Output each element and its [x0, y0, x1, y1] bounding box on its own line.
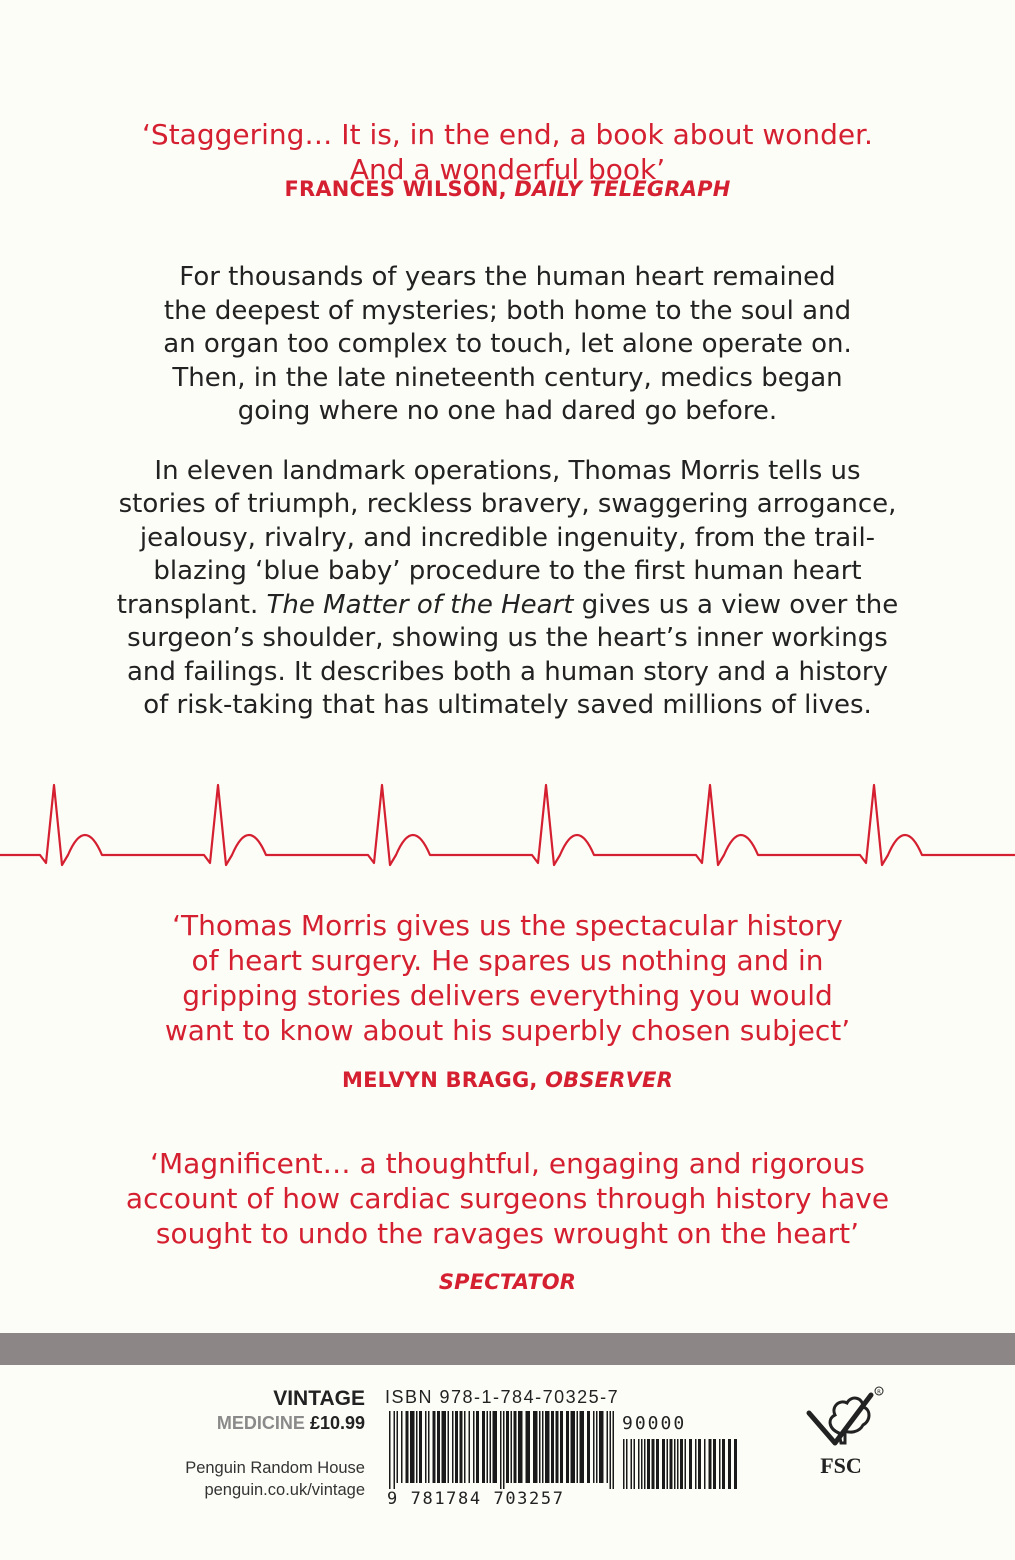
barcode-bar: [644, 1439, 646, 1489]
isbn-label: ISBN 978-1-784-70325-7: [385, 1387, 620, 1407]
barcode-bar: [560, 1411, 563, 1483]
barcode-digits: 9 781784 703257: [387, 1489, 565, 1509]
fsc-label: FSC: [820, 1453, 862, 1478]
barcode-bar: [469, 1411, 471, 1483]
barcode-addon-digits: 90000: [622, 1413, 687, 1434]
blurb-p1-line-5: going where no one had dared go before.: [237, 396, 778, 426]
quote-2-author: MELVYN BRAGG,: [342, 1068, 538, 1092]
barcode-bar: [542, 1411, 544, 1483]
barcode-main-bars: [389, 1411, 614, 1489]
barcode-bar: [638, 1439, 640, 1489]
category-price: [217, 1413, 365, 1434]
barcode-bar: [394, 1411, 396, 1489]
barcode-bar: [713, 1439, 716, 1489]
barcode-bar: [580, 1411, 585, 1483]
barcode-bar: [698, 1439, 701, 1489]
barcode-bar: [734, 1439, 737, 1489]
barcode-bar: [631, 1439, 633, 1489]
quote-2: [0, 908, 1015, 1048]
barcode-bar: [695, 1439, 697, 1489]
barcode-bar: [587, 1411, 590, 1483]
barcode-bar: [623, 1439, 625, 1489]
barcode-bar: [641, 1439, 643, 1489]
barcode-bar: [428, 1411, 430, 1483]
barcode-bar: [514, 1411, 517, 1483]
quote-3-attribution: [0, 1270, 1015, 1294]
blurb-p2-line-8: of risk-taking that has ultimately saved millions of lives.: [143, 690, 872, 720]
blurb-paragraph-1: [60, 261, 955, 429]
blurb-p1-line-3: an organ too complex to touch, let alone operate on.: [163, 329, 852, 359]
book-title: The Matter of the Heart: [266, 589, 574, 620]
barcode-bar: [610, 1411, 612, 1489]
barcode-bar: [689, 1439, 692, 1489]
barcode-bar: [397, 1411, 399, 1483]
fsc-tree-check-icon: [795, 1385, 887, 1455]
blurb-p2-line-3: jealousy, rivalry, and incredible ingenuity, from the trail-: [139, 522, 876, 553]
barcode-bar: [464, 1411, 466, 1483]
barcode-bar: [662, 1439, 665, 1489]
barcode-bar: [410, 1411, 415, 1483]
barcode-bar: [685, 1439, 687, 1489]
quote-3-line-3: sought to undo the ravages wrought on the heart’: [155, 1217, 860, 1250]
barcode-bar: [487, 1411, 489, 1483]
barcode-bar: [593, 1411, 595, 1483]
blurb-paragraph-2: [60, 455, 955, 723]
barcode-bar: [626, 1439, 628, 1489]
imprint-name: VINTAGE: [273, 1387, 365, 1410]
category: MEDICINE: [216, 1413, 305, 1433]
svg-text:R: R: [877, 1389, 881, 1396]
barcode-bar: [511, 1411, 513, 1483]
publisher-house: Penguin Random House: [185, 1459, 365, 1477]
barcode-bar: [455, 1411, 458, 1483]
quote-3-line-1: ‘Magnificent… a thoughtful, engaging and rigorous: [150, 1147, 865, 1180]
barcode-bar: [613, 1411, 615, 1489]
barcode-bar: [677, 1439, 679, 1489]
ecg-trace: [0, 785, 1015, 865]
publisher-url: penguin.co.uk/vintage: [204, 1481, 365, 1499]
barcode-bar: [476, 1411, 479, 1483]
barcode-bar: [670, 1439, 673, 1489]
barcode-bar: [722, 1439, 725, 1489]
barcode-bar: [503, 1411, 505, 1489]
barcode-bar: [674, 1439, 676, 1489]
blurb-p2-line-6: surgeon’s shoulder, showing us the heart’s inner workings: [127, 623, 888, 653]
barcode-bar: [634, 1439, 636, 1489]
barcode-bar: [551, 1411, 554, 1483]
barcode-bar: [647, 1439, 650, 1489]
barcode-bar: [680, 1439, 683, 1489]
barcode-bar: [556, 1411, 559, 1483]
blurb-p1-line-2: the deepest of mysteries; both home to the soul and: [163, 295, 852, 326]
barcode-bar: [416, 1411, 418, 1483]
blurb-p2-line-5-post: gives us a view over the: [581, 589, 899, 620]
barcode-bar: [533, 1411, 538, 1483]
barcode-bar: [599, 1411, 604, 1483]
barcode-bar: [460, 1411, 463, 1483]
barcode-bar: [452, 1411, 454, 1483]
barcode-bar: [539, 1411, 541, 1483]
barcode-bar: [571, 1411, 576, 1483]
barcode-bar: [442, 1411, 447, 1483]
barcode-bar: [596, 1411, 598, 1483]
price: £10.99: [309, 1413, 365, 1433]
barcode-bar: [518, 1411, 523, 1483]
blurb: [60, 261, 955, 723]
barcode-bar: [526, 1411, 531, 1483]
barcode-bar: [500, 1411, 502, 1489]
barcode-bar: [437, 1411, 440, 1483]
quote-2-attribution: [0, 1068, 1015, 1092]
quote-1-attribution: [0, 177, 1015, 201]
quote-2-line-4: want to know about his superbly chosen subject’: [164, 1014, 851, 1047]
quote-2-line-2: of heart surgery. He spares us nothing and in: [191, 944, 824, 977]
blurb-p2-line-5-pre: transplant.: [116, 589, 259, 620]
barcode-bar: [577, 1411, 579, 1483]
barcode-bar: [389, 1411, 391, 1489]
blurb-p2-line-1: In eleven landmark operations, Thomas Morris tells us: [154, 455, 861, 486]
barcode-bar: [493, 1411, 498, 1483]
barcode-bar: [545, 1411, 550, 1483]
blurb-p2-line-2: stories of triumph, reckless bravery, swaggering arrogance,: [118, 489, 897, 519]
quote-2-line-3: gripping stories delivers everything you would: [182, 979, 833, 1012]
quote-1-source: DAILY TELEGRAPH: [514, 177, 731, 201]
publisher-info: [185, 1457, 365, 1501]
blurb-p1-line-1: For thousands of years the human heart remained: [179, 262, 836, 292]
barcode-bar: [607, 1411, 609, 1483]
blurb-p1-line-4: Then, in the late nineteenth century, medics began: [172, 362, 843, 393]
barcode-bar: [709, 1439, 712, 1489]
barcode-icon: [385, 1411, 745, 1489]
barcode-bar: [506, 1411, 509, 1483]
quote-2-source: OBSERVER: [545, 1068, 673, 1092]
quote-1-author: FRANCES WILSON,: [284, 177, 507, 201]
quote-3-source: SPECTATOR: [438, 1270, 577, 1294]
quote-3: [0, 1146, 1015, 1251]
quote-1-line-2: And a wonderful book’: [349, 153, 666, 186]
quote-3-line-2: account of how cardiac surgeons through history have: [125, 1182, 890, 1215]
back-cover-footer: [0, 1365, 1015, 1560]
barcode-bar: [704, 1439, 706, 1489]
barcode-bar: [652, 1439, 655, 1489]
blurb-p2-line-4: blazing ‘blue baby’ procedure to the first human heart: [153, 556, 862, 586]
barcode-bar: [425, 1411, 427, 1483]
barcode-bar: [406, 1411, 409, 1483]
barcode-addon-bars: [623, 1439, 737, 1489]
barcode-bar: [482, 1411, 485, 1483]
barcode-bar: [728, 1439, 731, 1489]
quote-1-line-1: ‘Staggering… It is, in the end, a book about wonder.: [142, 118, 873, 151]
barcode-bar: [490, 1411, 492, 1483]
barcode-bar: [401, 1411, 403, 1483]
barcode-bar: [719, 1439, 721, 1489]
barcode-bar: [419, 1411, 422, 1483]
barcode-bar: [473, 1411, 475, 1483]
heartbeat-line-icon: [0, 765, 1015, 875]
barcode-bar: [566, 1411, 569, 1483]
barcode-bar: [656, 1439, 659, 1489]
quote-2-line-1: ‘Thomas Morris gives us the spectacular history: [172, 909, 843, 942]
divider-bar: [0, 1333, 1015, 1365]
barcode-bar: [667, 1439, 669, 1489]
barcode-bar: [448, 1411, 450, 1483]
barcode-bar: [433, 1411, 436, 1483]
blurb-p2-line-7: and failings. It describes both a human story and a history: [127, 656, 888, 687]
